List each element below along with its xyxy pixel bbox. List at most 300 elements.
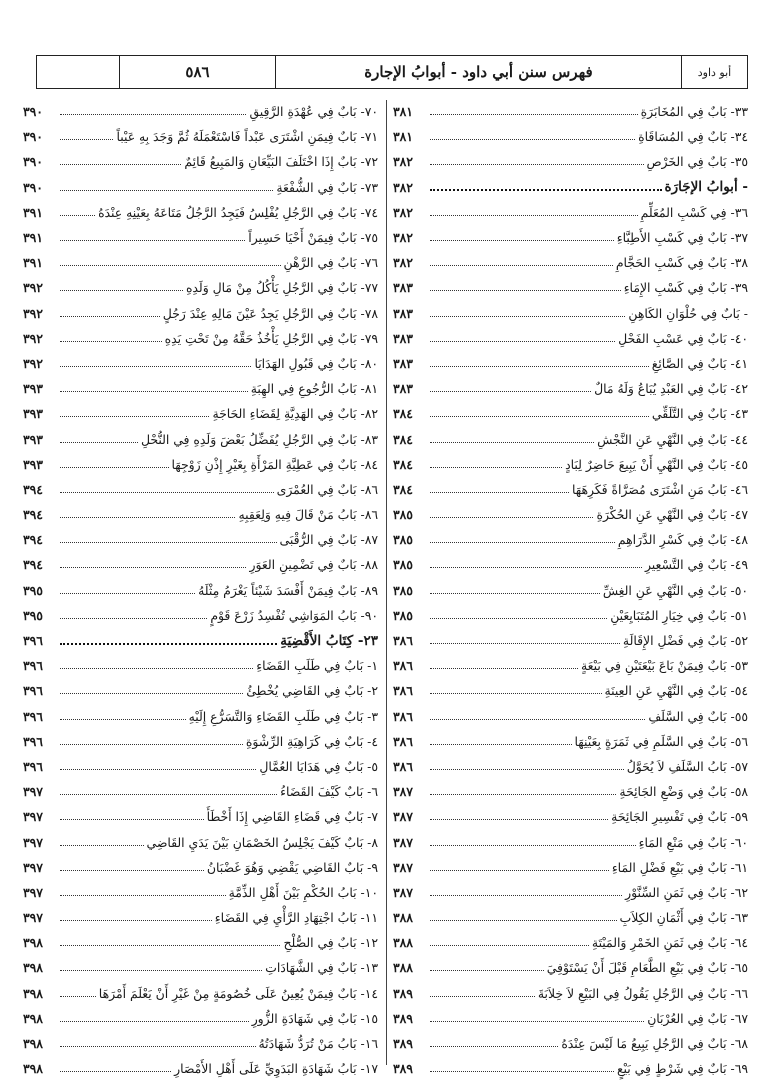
index-entry — [23, 729, 378, 754]
index-entry — [393, 930, 748, 955]
entry-page-number: ٣٨٧ — [393, 809, 413, 825]
index-entry — [393, 426, 748, 451]
header-title: فهرس سنن أبي داود - أبوابُ الإجارة — [275, 56, 681, 88]
entry-page-number: ٣٩٣ — [23, 381, 43, 397]
dot-leader — [430, 668, 578, 669]
entry-page-number: ٣٩٠ — [23, 179, 43, 195]
dot-leader — [430, 1071, 614, 1072]
entry-page-number: ٣٨٢ — [393, 230, 413, 246]
index-entry — [393, 628, 748, 653]
index-column-left — [23, 99, 378, 1081]
entry-page-number: ٣٩٢ — [23, 330, 43, 346]
dot-leader — [60, 567, 246, 568]
entry-title: ٧٠- بَابٌ فِي عُهْدَةِ الرَّقِيقِ — [249, 104, 378, 120]
index-entry — [23, 704, 378, 729]
index-entry — [393, 452, 748, 477]
entry-page-number: ٣٨٩ — [393, 1036, 413, 1052]
entry-title: ٨٤- بَابٌ فِي عَطِيَّةِ المَرْأَةِ بِغَيْرِ إِذْنِ زَوْجِهَا — [171, 456, 378, 472]
entry-page-number: ٣٨٤ — [393, 431, 413, 447]
dot-leader — [60, 643, 277, 645]
index-entry — [393, 653, 748, 678]
entry-page-number: ٣٩١ — [23, 204, 43, 220]
entry-title: ٦٥- بَابٌ فِي بَيْعِ الطَّعَامِ قَبْلَ أَنْ يَسْتَوْفِيَ — [546, 960, 748, 976]
dot-leader — [430, 240, 614, 241]
dot-leader — [60, 190, 273, 191]
entry-title: ٧٧- بَابٌ فِي الرَّجُلِ يَأْكُلُ مِنْ مَالِ وَلَدِهِ — [185, 280, 378, 296]
index-entry — [23, 578, 378, 603]
entry-title: ٨- بَابٌ كَيْفَ يَجْلِسُ الخَصْمَانِ بَيْنَ يَدَيِ القَاضِي — [146, 834, 378, 850]
index-entry — [393, 981, 748, 1006]
entry-title: ١٢- بَابٌ فِي الصُّلْحِ — [283, 935, 378, 951]
dot-leader — [60, 920, 212, 921]
index-entry — [393, 804, 748, 829]
entry-page-number: ٣٩٧ — [23, 834, 43, 850]
index-section-heading — [23, 628, 378, 653]
entry-title: ٨٦- بَابٌ فِي العُمْرَى — [276, 481, 378, 497]
entry-title: ١٣- بَابٌ فِي الشَّهَادَاتِ — [265, 960, 378, 976]
index-entry — [23, 779, 378, 804]
index-entry — [393, 603, 748, 628]
entry-title: ٣٥- بَابٌ فِي الخَرْصِ — [646, 154, 748, 170]
entry-page-number: ٣٨٧ — [393, 859, 413, 875]
entry-page-number: ٣٩٨ — [23, 960, 43, 976]
dot-leader — [430, 996, 535, 997]
entry-title: ٥١- بَابٌ فِي خِيَارِ المُتَبَايِعَيْنِ — [610, 607, 748, 623]
entry-title: ٥٤- بَابٌ فِي النَّهْيِ عَنِ العِينَةِ — [604, 683, 748, 699]
entry-title: ١١- بَابُ اجْتِهَادِ الرَّأْيِ فِي القَضَاءِ — [214, 910, 378, 926]
entry-title: ٨٧- بَابٌ فِي الرُّقْبَى — [279, 532, 378, 548]
dot-leader — [430, 567, 642, 568]
entry-title: ٨٣- بَابٌ فِي الرَّجُلِ يُفَضِّلُ بَعْضَ وَلَدِهِ فِي النُّحْلِ — [140, 431, 378, 447]
index-entry — [23, 401, 378, 426]
index-entry — [393, 225, 748, 250]
entry-page-number: ٣٩٧ — [23, 809, 43, 825]
index-entry — [23, 955, 378, 980]
dot-leader — [430, 845, 636, 846]
index-entry — [393, 829, 748, 854]
entry-page-number: ٣٨٣ — [393, 381, 413, 397]
entry-title: ٣٦- فِي كَسْبِ المُعَلِّمِ — [640, 204, 748, 220]
entry-title: ٢٣- كِتَابُ الأَقْضِيَةِ — [280, 632, 378, 649]
dot-leader — [60, 1046, 256, 1047]
entry-page-number: ٣٩٦ — [23, 708, 43, 724]
entry-page-number: ٣٩٠ — [23, 129, 43, 145]
dot-leader — [430, 1046, 558, 1047]
index-entry — [23, 603, 378, 628]
dot-leader — [430, 442, 594, 443]
entry-page-number: ٣٨٩ — [393, 985, 413, 1001]
dot-leader — [60, 290, 183, 291]
dot-leader — [60, 895, 226, 896]
entry-page-number: ٣٩٧ — [23, 884, 43, 900]
entry-page-number: ٣٨٥ — [393, 507, 413, 523]
entry-page-number: ٣٩٢ — [23, 355, 43, 371]
entry-title: ٤١- بَابٌ فِي الصَّائِغِ — [651, 355, 748, 371]
entry-title: ٤٧- بَابٌ فِي النَّهْيِ عَنِ الحُكْرَةِ — [596, 507, 748, 523]
index-entry — [23, 477, 378, 502]
index-entry — [23, 275, 378, 300]
entry-page-number: ٣٨٢ — [393, 255, 413, 271]
entry-title: ٧١- بَابٌ فِيمَنِ اشْتَرَى عَبْداً فَاسْتَعْمَلَهُ ثُمَّ وَجَدَ بِهِ عَيْباً — [116, 129, 378, 145]
index-entry — [23, 855, 378, 880]
dot-leader — [60, 769, 256, 770]
entry-title: ٧- بَابٌ فِي قَضَاءِ القَاضِي إِذَا أَخْطَأَ — [206, 809, 378, 825]
entry-title: ٦٨- بَابٌ فِي الرَّجُلِ يَبِيعُ مَا لَيْسَ عِنْدَهُ — [561, 1036, 748, 1052]
dot-leader — [430, 265, 613, 266]
entry-page-number: ٣٨٢ — [393, 179, 413, 195]
entry-title: ٤٩- بَابٌ فِي التَّسْعِيرِ — [644, 557, 748, 573]
entry-title: ٧٣- بَابٌ فِي الشُّفْعَةِ — [276, 179, 378, 195]
index-entry — [23, 905, 378, 930]
index-entry — [393, 477, 748, 502]
index-entry — [393, 275, 748, 300]
entry-page-number: ٣٩٦ — [23, 758, 43, 774]
index-entry — [393, 704, 748, 729]
entry-page-number: ٣٨٦ — [393, 633, 413, 649]
dot-leader — [430, 593, 600, 594]
entry-title: ٤٤- بَابٌ فِي النَّهْيِ عَنِ النَّجْشِ — [597, 431, 748, 447]
entry-page-number: ٣٩٤ — [23, 507, 43, 523]
index-entry — [23, 1031, 378, 1056]
entry-page-number: ٣٩٧ — [23, 910, 43, 926]
index-entry — [23, 301, 378, 326]
entry-page-number: ٣٩٦ — [23, 658, 43, 674]
entry-title: ٨٩- بَابٌ فِيمَنْ أَفْسَدَ شَيْئاً يَغْرَمُ مِثْلَهُ — [198, 582, 378, 598]
index-entry — [393, 880, 748, 905]
dot-leader — [60, 693, 243, 694]
index-entry — [393, 552, 748, 577]
index-column-right — [393, 99, 748, 1081]
dot-leader — [430, 920, 617, 921]
index-entry — [393, 376, 748, 401]
dot-leader — [430, 114, 638, 115]
index-entry — [23, 502, 378, 527]
dot-leader — [60, 593, 195, 594]
entry-page-number: ٣٩٤ — [23, 557, 43, 573]
entry-title: ٣- بَابٌ فِي طَلَبِ القَضَاءِ وَالتَّسَرُّعِ إِلَيْهِ — [188, 708, 378, 724]
dot-leader — [60, 316, 160, 317]
dot-leader — [60, 416, 209, 417]
index-entry — [23, 200, 378, 225]
entry-page-number: ٣٨٥ — [393, 532, 413, 548]
dot-leader — [60, 391, 248, 392]
index-entry — [23, 250, 378, 275]
dot-leader — [60, 139, 113, 140]
dot-leader — [60, 240, 245, 241]
entry-page-number: ٣٨٢ — [393, 154, 413, 170]
entry-title: ٦٠- بَابٌ فِي مَنْعِ المَاءِ — [638, 834, 748, 850]
index-entry — [23, 326, 378, 351]
dot-leader — [60, 215, 95, 216]
entry-page-number: ٣٨٦ — [393, 733, 413, 749]
dot-leader — [60, 744, 243, 745]
dot-leader — [430, 643, 620, 644]
dot-leader — [60, 517, 235, 518]
entry-title: ٧٩- بَابٌ فِي الرَّجُلِ يَأْخُذُ حَقَّهُ مِنْ تَحْتِ يَدِهِ — [164, 330, 378, 346]
dot-leader — [430, 341, 615, 342]
dot-leader — [430, 769, 624, 770]
entry-title: ٩٠- بَابُ المَوَاشِي تُفْسِدُ زَرْعَ قَوْمٍ — [210, 607, 378, 623]
entry-title: ٨٢- بَابٌ فِي الهَدِيَّةِ لِقَضَاءِ الحَاجَةِ — [212, 406, 378, 422]
dot-leader — [60, 970, 262, 971]
index-entry — [393, 1006, 748, 1031]
dot-leader — [430, 215, 638, 216]
entry-title: ٥٨- بَابٌ فِي وَضْعِ الجَائِحَةِ — [619, 784, 748, 800]
index-section-heading — [393, 175, 748, 200]
dot-leader — [60, 492, 274, 493]
dot-leader — [430, 542, 615, 543]
entry-page-number: ٣٨٤ — [393, 406, 413, 422]
index-entry — [393, 149, 748, 174]
entry-page-number: ٣٩٧ — [23, 859, 43, 875]
entry-page-number: ٣٩٥ — [23, 607, 43, 623]
entry-title: ٥٩- بَابٌ فِي تَفْسِيرِ الجَائِحَةِ — [611, 809, 748, 825]
entry-page-number: ٣٨٩ — [393, 1010, 413, 1026]
index-entry — [393, 578, 748, 603]
entry-page-number: ٣٩٨ — [23, 985, 43, 1001]
entry-page-number: ٣٨٤ — [393, 456, 413, 472]
entry-page-number: ٣٨٧ — [393, 884, 413, 900]
index-entry — [23, 981, 378, 1006]
entry-title: - أبوابُ الإجَارَة — [664, 179, 748, 196]
dot-leader — [60, 845, 144, 846]
index-entry — [23, 175, 378, 200]
entry-title: ٣٣- بَابٌ فِي المُخَابَرَةِ — [640, 104, 748, 120]
dot-leader — [60, 442, 138, 443]
entry-page-number: ٣٨٣ — [393, 305, 413, 321]
entry-title: ٤- بَابٌ فِي كَرَاهِيَةِ الرِّشْوَةِ — [245, 733, 378, 749]
entry-page-number: ٣٨٧ — [393, 834, 413, 850]
entry-title: ٤٨- بَابٌ فِي كَسْرِ الدَّرَاهِمِ — [617, 532, 748, 548]
entry-title: ١- بَابٌ فِي طَلَبِ القَضَاءِ — [256, 658, 378, 674]
entry-title: ٧٤- بَابٌ فِي الرَّجُلِ يُفْلِسُ فَيَجِدُ الرَّجُلُ مَتَاعَهُ بِعَيْنِهِ عِنْدَهُ — [98, 204, 378, 220]
entry-page-number: ٣٨٥ — [393, 557, 413, 573]
dot-leader — [430, 895, 622, 896]
entry-title: ٧٢- بَابٌ إِذَا اخْتَلَفَ البَيِّعَانِ وَالمَبِيعُ قَائِمٌ — [184, 154, 378, 170]
entry-page-number: ٣٩٠ — [23, 104, 43, 120]
index-entry — [393, 200, 748, 225]
dot-leader — [430, 316, 625, 317]
entry-title: ٦٣- بَابٌ فِي أَثْمَانِ الكِلاَبِ — [619, 910, 748, 926]
entry-title: ٦٤- بَابٌ فِي ثَمَنِ الخَمْرِ وَالمَيْتَةِ — [591, 935, 748, 951]
entry-title: ١٧- بَابُ شَهَادَةِ البَدَوِيِّ عَلَى أَهْلِ الأَمْصَارِ — [174, 1061, 378, 1077]
index-entry — [23, 552, 378, 577]
entry-title: ٦٧- بَابٌ فِي العُرْبَانِ — [647, 1010, 748, 1026]
entry-page-number: ٣٨٨ — [393, 910, 413, 926]
entry-page-number: ٣٩١ — [23, 255, 43, 271]
index-entry — [23, 829, 378, 854]
entry-page-number: ٣٩٦ — [23, 733, 43, 749]
entry-title: ٣٨- بَابٌ فِي كَسْبِ الحَجَّامِ — [615, 255, 748, 271]
dot-leader — [60, 467, 169, 468]
entry-page-number: ٣٩٨ — [23, 1061, 43, 1077]
index-entry — [393, 729, 748, 754]
column-divider — [386, 100, 387, 1065]
index-entry — [393, 955, 748, 980]
entry-page-number: ٣٩٨ — [23, 1036, 43, 1052]
entry-page-number: ٣٩٣ — [23, 456, 43, 472]
entry-title: ٤٥- بَابٌ فِي النَّهْيِ أَنْ يَبِيعَ حَاضِرٌ لِبَادٍ — [565, 456, 748, 472]
index-entry — [23, 225, 378, 250]
entry-title: ٦١- بَابٌ فِي بَيْعِ فَضْلِ المَاءِ — [611, 859, 748, 875]
page-number: ٥٨٦ — [119, 56, 275, 88]
entry-page-number: ٣٩٨ — [23, 1010, 43, 1026]
index-entry — [23, 1006, 378, 1031]
index-entry — [23, 376, 378, 401]
index-entry — [393, 527, 748, 552]
dot-leader — [430, 290, 621, 291]
page-header — [36, 55, 748, 89]
entry-title: ٩- بَابٌ القَاضِي يَقْضِي وَهُوَ غَضْبَانُ — [206, 859, 378, 875]
dot-leader — [60, 996, 96, 997]
dot-leader — [60, 114, 246, 115]
entry-title: ٦٦- بَابٌ فِي الرَّجُلِ يَقُولُ فِي البَيْعِ لاَ خِلاَبَةَ — [537, 985, 748, 1001]
dot-leader — [60, 819, 204, 820]
entry-title: ١٠- بَابُ الحُكْمِ بَيْنَ أَهْلِ الذِّمَّةِ — [228, 884, 378, 900]
entry-title: ٤٦- بَابُ مَنِ اشْتَرَى مُصَرَّاةً فَكَرِهَهَا — [571, 481, 748, 497]
entry-title: ٧٦- بَابٌ فِي الرَّهْنِ — [283, 255, 378, 271]
index-entry — [393, 326, 748, 351]
entry-page-number: ٣٨٣ — [393, 280, 413, 296]
dot-leader — [60, 366, 251, 367]
dot-leader — [430, 819, 608, 820]
entry-title: ٥- بَابٌ فِي هَدَايَا العُمَّالِ — [259, 758, 378, 774]
entry-page-number: ٣٨٤ — [393, 481, 413, 497]
entry-page-number: ٣٩٣ — [23, 406, 43, 422]
index-entry — [23, 99, 378, 124]
dot-leader — [430, 139, 635, 140]
entry-page-number: ٣٩٢ — [23, 305, 43, 321]
header-author: أبو داود — [681, 56, 747, 88]
entry-page-number: ٣٩٨ — [23, 935, 43, 951]
entry-page-number: ٣٨٦ — [393, 683, 413, 699]
entry-page-number: ٣٨٨ — [393, 960, 413, 976]
entry-page-number: ٣٨٩ — [393, 1061, 413, 1077]
entry-title: ٤٣- بَابٌ فِي التَّلَقِّي — [651, 406, 748, 422]
entry-page-number: ٣٨٥ — [393, 582, 413, 598]
entry-page-number: ٣٩٠ — [23, 154, 43, 170]
index-entry — [23, 754, 378, 779]
entry-title: ٤٠- بَابٌ فِي عَسْبِ الفَحْلِ — [618, 330, 748, 346]
entry-title: ٧٥- بَابٌ فِيمَنْ أَحْيَا حَسِيراً — [248, 230, 378, 246]
entry-title: ٣٧- بَابٌ فِي كَسْبِ الأَطِبَّاءِ — [616, 230, 748, 246]
dot-leader — [430, 794, 616, 795]
dot-leader — [430, 970, 544, 971]
dot-leader — [60, 618, 207, 619]
dot-leader — [60, 1021, 249, 1022]
index-entry — [393, 1056, 748, 1081]
entry-page-number: ٣٩١ — [23, 230, 43, 246]
entry-title: ٥٣- بَابٌ فِيمَنْ بَاعَ بَيْعَتَيْنِ فِي بَيْعَةٍ — [580, 658, 748, 674]
entry-page-number: ٣٨٣ — [393, 355, 413, 371]
entry-page-number: ٣٩٤ — [23, 532, 43, 548]
dot-leader — [60, 945, 280, 946]
entry-title: - بَابٌ فِي حُلْوَانِ الكَاهِنِ — [628, 305, 748, 321]
dot-leader — [60, 341, 162, 342]
dot-leader — [430, 189, 662, 191]
index-entry — [393, 99, 748, 124]
header-blank-cell — [35, 56, 119, 88]
index-entry — [393, 401, 748, 426]
dot-leader — [60, 719, 186, 720]
entry-page-number: ٣٩٦ — [23, 633, 43, 649]
dot-leader — [430, 416, 649, 417]
entry-page-number: ٣٨٢ — [393, 204, 413, 220]
index-entry — [23, 124, 378, 149]
index-entry — [393, 678, 748, 703]
dot-leader — [60, 542, 277, 543]
entry-page-number: ٣٩٤ — [23, 481, 43, 497]
entry-page-number: ٣٨٦ — [393, 708, 413, 724]
dot-leader — [60, 794, 277, 795]
entry-title: ٨٨- بَابٌ فِي تَضْمِينِ العَوَرِ — [249, 557, 378, 573]
index-entry — [393, 855, 748, 880]
entry-title: ٥٠- بَابٌ فِي النَّهْيِ عَنِ الغِشِّ — [602, 582, 748, 598]
index-entry — [23, 653, 378, 678]
dot-leader — [430, 693, 602, 694]
entry-title: ٣٩- بَابٌ فِي كَسْبِ الإِمَاءِ — [623, 280, 748, 296]
entry-page-number: ٣٨٥ — [393, 607, 413, 623]
entry-page-number: ٣٩٦ — [23, 683, 43, 699]
index-entry — [393, 1031, 748, 1056]
index-entry — [23, 426, 378, 451]
index-entry — [393, 351, 748, 376]
dot-leader — [430, 870, 609, 871]
index-entry — [23, 1056, 378, 1081]
entry-title: ١٤- بَابٌ فِيمَنْ يُعِينُ عَلَى خُصُومَةٍ مِنْ غَيْرِ أَنْ يَعْلَمَ أَمْرَهَا — [98, 985, 378, 1001]
entry-title: ٥٦- بَابٌ فِي السَّلَمِ فِي ثَمَرَةٍ بِعَيْنِهَا — [574, 733, 748, 749]
index-entry — [393, 905, 748, 930]
entry-page-number: ٣٨٧ — [393, 784, 413, 800]
index-entry — [393, 301, 748, 326]
entry-page-number: ٣٨١ — [393, 104, 413, 120]
index-entry — [23, 804, 378, 829]
dot-leader — [430, 618, 607, 619]
entry-page-number: ٣٩٧ — [23, 784, 43, 800]
entry-title: ٥٧- بَابُ السَّلَفِ لاَ يُحَوَّلُ — [626, 758, 748, 774]
entry-page-number: ٣٨١ — [393, 129, 413, 145]
entry-title: ١٥- بَابٌ فِي شَهَادَةِ الزُّورِ — [251, 1010, 378, 1026]
index-entry — [23, 351, 378, 376]
entry-title: ٦٢- بَابٌ فِي ثَمَنِ السِّنَّوْرِ — [625, 884, 748, 900]
entry-page-number: ٣٩٥ — [23, 582, 43, 598]
entry-title: ١٦- بَابُ مَنْ تُرَدُّ شَهَادَتُهُ — [258, 1036, 378, 1052]
entry-page-number: ٣٩٣ — [23, 431, 43, 447]
entry-title: ٨١- بَابُ الرُّجُوعِ فِي الهِبَةِ — [250, 381, 378, 397]
entry-title: ٣٤- بَابٌ فِي المُسَاقَاةِ — [638, 129, 748, 145]
dot-leader — [430, 467, 562, 468]
index-entry — [23, 149, 378, 174]
index-entry — [23, 880, 378, 905]
dot-leader — [60, 668, 253, 669]
index-entry — [23, 527, 378, 552]
index-entry — [393, 779, 748, 804]
dot-leader — [430, 517, 593, 518]
index-entry — [23, 930, 378, 955]
entry-page-number: ٣٨٨ — [393, 935, 413, 951]
dot-leader — [430, 945, 589, 946]
dot-leader — [60, 265, 281, 266]
index-entry — [23, 678, 378, 703]
entry-title: ٥٥- بَابٌ فِي السَّلَفِ — [648, 708, 748, 724]
dot-leader — [430, 164, 644, 165]
entry-page-number: ٣٨٣ — [393, 330, 413, 346]
entry-title: ٦٩- بَابٌ فِي شَرْطٍ فِي بَيْعٍ — [616, 1061, 748, 1077]
index-entry — [23, 452, 378, 477]
dot-leader — [430, 1021, 644, 1022]
dot-leader — [430, 719, 645, 720]
entry-page-number: ٣٩٢ — [23, 280, 43, 296]
